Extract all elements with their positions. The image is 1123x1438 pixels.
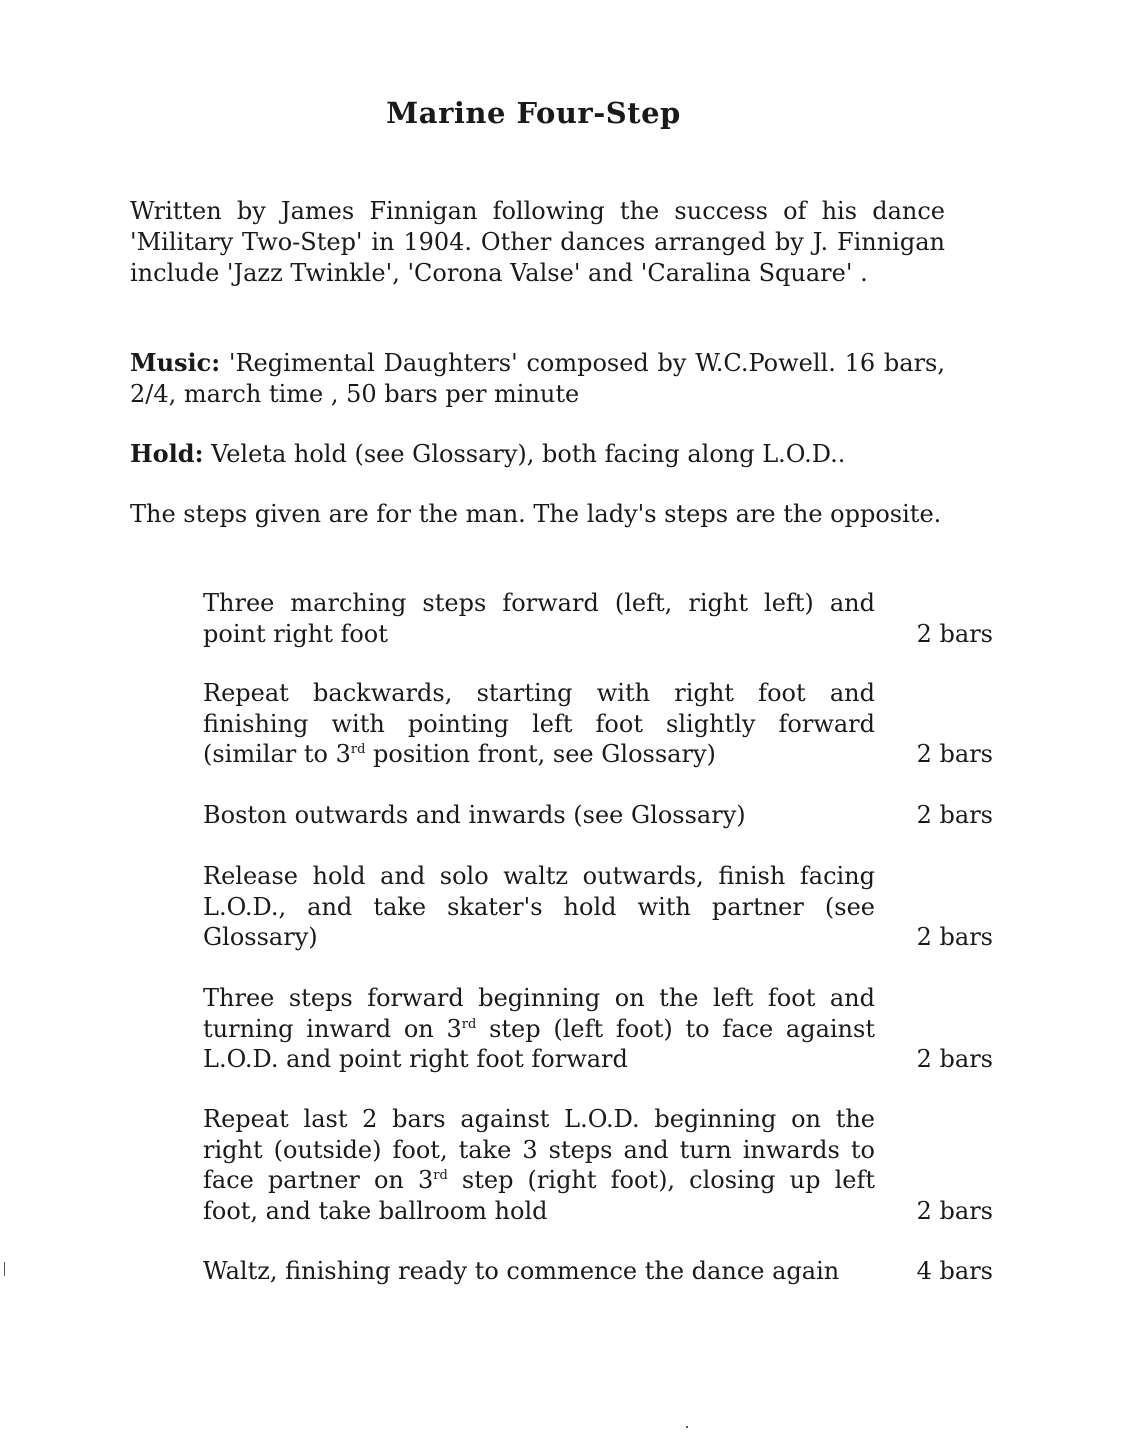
step-bars: 2 bars bbox=[916, 1196, 993, 1225]
step-description: Boston outwards and inwards (see Glossary) bbox=[203, 801, 746, 829]
step-item bbox=[203, 678, 993, 770]
ordinal-suffix: rd bbox=[433, 1168, 448, 1183]
step-text-before: Repeat last 2 bars against L.O.D. beginning on the right (outside) foot, take 3 steps and turn inwards to face partner on 3 bbox=[203, 1105, 875, 1194]
step-item bbox=[203, 1256, 993, 1287]
music-text: 'Regimental Daughters' composed by W.C.Powell. 16 bars, 2/4, march time , 50 bars per minute bbox=[130, 349, 945, 408]
step-description bbox=[203, 1104, 875, 1226]
step-text-before: Three steps forward beginning on the left foot and turning inward on 3 bbox=[203, 984, 875, 1043]
ordinal-suffix: rd bbox=[350, 742, 366, 757]
step-bars: 2 bars bbox=[916, 619, 993, 648]
step-item bbox=[203, 588, 993, 649]
step-text-before: Repeat backwards, starting with right foot and finishing with pointing left foot slightly forward (similar to 3 bbox=[203, 679, 875, 768]
page-title: Marine Four-Step bbox=[386, 96, 681, 130]
step-item bbox=[203, 1104, 993, 1226]
step-bars: 2 bars bbox=[916, 801, 993, 829]
scan-speck bbox=[4, 1262, 5, 1276]
ordinal-suffix: rd bbox=[461, 1016, 477, 1032]
step-item bbox=[203, 861, 993, 953]
step-text-after: step (right foot), closing up left foot, and take ballroom hold bbox=[203, 1166, 875, 1225]
scan-speck bbox=[686, 1426, 688, 1428]
step-description: Waltz, finishing ready to commence the dance again bbox=[203, 1257, 840, 1285]
step-text-after: position front, see Glossary) bbox=[365, 740, 716, 768]
music-paragraph bbox=[130, 347, 945, 410]
step-bars: 2 bars bbox=[916, 923, 993, 951]
step-bars: 2 bars bbox=[916, 1045, 993, 1073]
step-bars: 4 bars bbox=[916, 1257, 993, 1285]
step-text-after: step (left foot) to face against L.O.D. and point right foot forward bbox=[203, 1014, 875, 1073]
step-description bbox=[203, 678, 875, 770]
hold-text: Veleta hold (see Glossary), both facing along L.O.D.. bbox=[203, 440, 846, 468]
hold-paragraph bbox=[130, 438, 945, 470]
music-label: Music: bbox=[130, 348, 221, 377]
step-item bbox=[203, 983, 993, 1075]
hold-label: Hold: bbox=[130, 439, 204, 468]
step-description: Release hold and solo waltz outwards, finish facing L.O.D., and take skater's hold with partner (see Glossary) bbox=[203, 862, 875, 951]
step-description bbox=[203, 983, 875, 1075]
intro-paragraph: Written by James Finnigan following the success of his dance 'Military Two-Step' in 1904. Other dances arranged by J. Finnigan include 'Jazz Twinkle', 'Corona Valse' and 'Caralina Square' . bbox=[130, 197, 945, 287]
step-description: Three marching steps forward (left, right left) and point right foot bbox=[203, 589, 875, 648]
steps-note-paragraph: The steps given are for the man. The lady's steps are the opposite. bbox=[130, 500, 942, 528]
step-item bbox=[203, 800, 993, 831]
step-bars: 2 bars bbox=[916, 740, 993, 768]
